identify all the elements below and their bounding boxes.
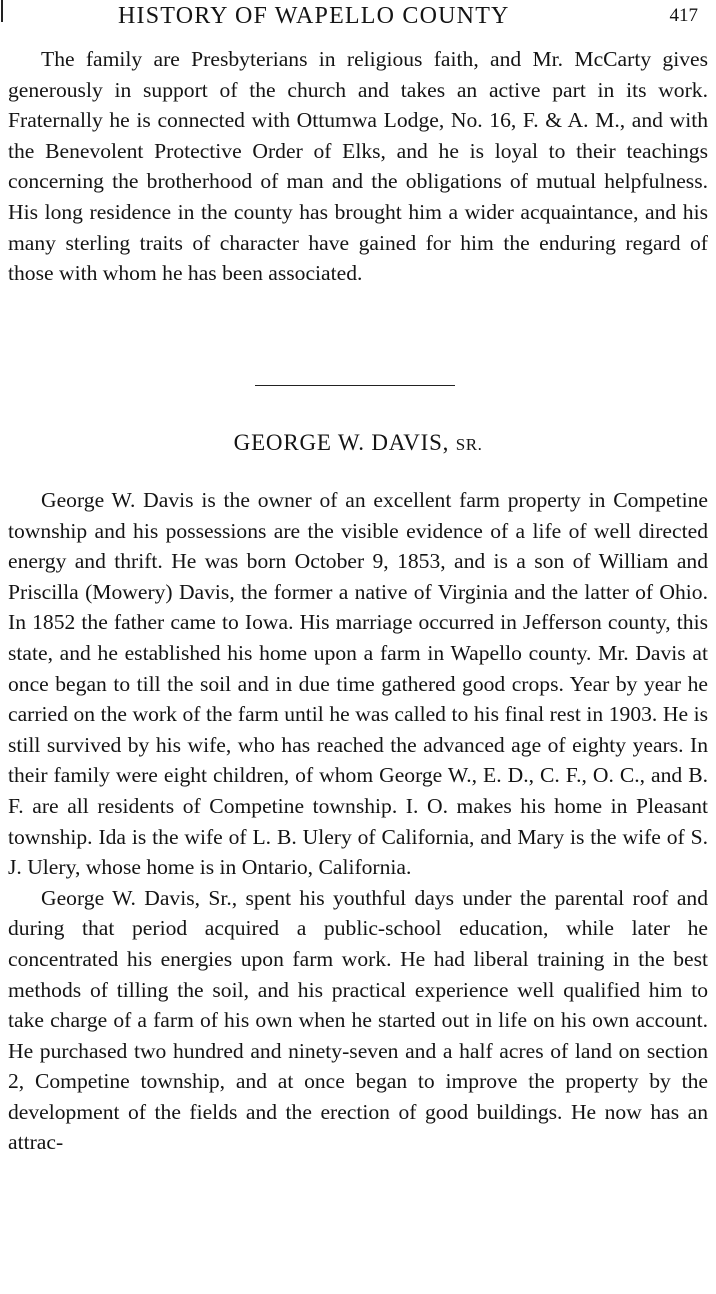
page-number: 417	[669, 5, 698, 26]
paragraph: George W. Davis is the owner of an excellent farm property in Competine township and his possessions are the visible evidence of a life of well directed energy and thrift. He was born October 9, 1853, and is a son of William and Priscilla (Mowery) Davis, the former a native of Virginia and the latter of Ohio. In 1852 the father came to Iowa. His marriage occurred in Jefferson county, this state, and he established his home upon a farm in Wapello county. Mr. Davis at once began to till the soil and in due time gathered good crops. Year by year he carried on the work of the farm until he was called to his final rest in 1903. He is still survived by his wife, who has reached the advanced age of eighty years. In their family were eight children, of whom George W., E. D., C. F., O. C., and B. F. are all residents of Competine township. I. O. makes his home in Pleasant township. Ida is the wife of L. B. Ulery of California, and Mary is the wife of S. J. Ulery, whose home is in Ontario, California.	[8, 488, 708, 880]
heading-suffix: SR.	[455, 435, 483, 454]
paragraph: The family are Presbyterians in religious faith, and Mr. McCarty gives generously in support of the church and takes an active part in its work. Fraternally he is connected with Ottumwa Lodge, No. 16, F. & A. M., and with the Benevolent Protective Order of Elks, and he is loyal to their teachings concerning the brotherhood of man and the obligations of mutual helpfulness. His long residence in the county has brought him a wider acquaintance, and his many sterling traits of character have gained for him the enduring regard of those with whom he has been associated.	[8, 47, 708, 286]
section-divider	[255, 385, 455, 386]
biography-text	[8, 485, 708, 1158]
paragraph: George W. Davis, Sr., spent his youthful days under the parental roof and during that period acquired a public-school education, while later he concentrated his energies upon farm work. He had liberal training in the best methods of tilling the soil, and his practical experience well qualified him to take charge of a farm of his own when he started out in life on his own account. He purchased two hundred and ninety-seven and a half acres of land on section 2, Competine township, and at once began to improve the property by the development of the fields and the erection of good buildings. He now has an attrac-	[8, 885, 708, 1155]
heading-name: GEORGE W. DAVIS,	[233, 430, 450, 455]
running-title: HISTORY OF WAPELLO COUNTY	[118, 3, 510, 29]
previous-biography-text	[8, 44, 708, 289]
section-heading	[0, 427, 716, 461]
running-head	[0, 0, 716, 32]
